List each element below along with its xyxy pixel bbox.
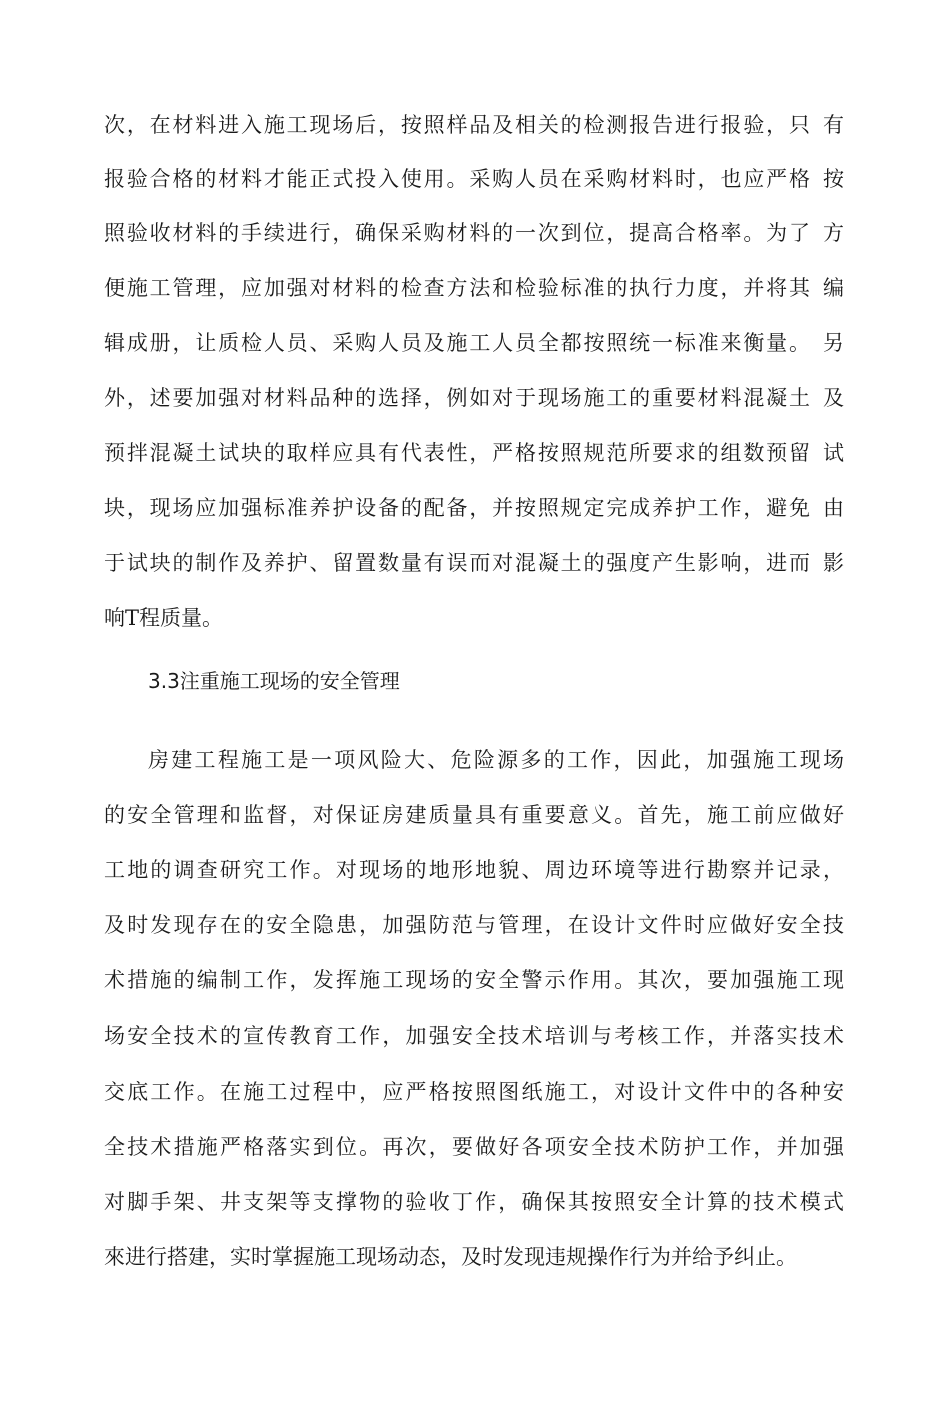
edge-char: 编 (823, 276, 844, 300)
text-line: 对脚手架、井支架等支撑物的验收丁作，确保其按照安全计算的技术模式 (104, 1190, 844, 1214)
edge-char: 方 (823, 221, 844, 245)
text-line: 來进行搭建，实时掌握施工现场动态，及时发现违规操作行为并给予纠止。 (104, 1245, 797, 1269)
edge-char: 按 (823, 167, 844, 191)
edge-char: 由 (823, 496, 844, 520)
edge-char: 及 (823, 386, 844, 410)
text-line: 房建工程施工是一项风险大、危险源多的工作，因此，加强施工现场 (148, 748, 844, 772)
text-line: 辑成册，让质检人员、采购人员及施工人员全都按照统一标准来衡量。 (104, 331, 810, 355)
text-line: 工地的调查研究工作。对现场的地形地貌、周边环境等进行勘察并记录， (104, 858, 844, 882)
text-line: 的安全管理和监督，对保证房建质量具有重要意义。首先，施工前应做好 (104, 803, 844, 827)
text-line: 及时发现存在的安全隐患，加强防范与管理，在设计文件时应做好安全技 (104, 913, 844, 937)
section-heading: 3.3注重施工现场的安全管理 (148, 669, 400, 693)
text-line: 全技术措施严格落实到位。再次，要做好各项安全技术防护工作，并加强 (104, 1135, 844, 1159)
text-line: 响T程质量。 (104, 606, 224, 630)
text-line: 场安全技术的宣传教育工作，加强安全技术培训与考核工作，并落实技术 (104, 1024, 844, 1048)
edge-char: 影 (823, 551, 844, 575)
text-line: 次，在材料进入施工现场后，按照样品及相关的检测报告进行报验，只 (104, 113, 810, 137)
text-line: 交底工作。在施工过程中，应严格按照图纸施工，对设计文件中的各种安 (104, 1080, 844, 1104)
text-line: 便施工管理，应加强对材料的检查方法和检验标准的执行力度，并将其 (104, 276, 810, 300)
text-line: 预拌混凝土试块的取样应具有代表性，严格按照规范所要求的组数预留 (104, 441, 810, 465)
text-line: 块，现场应加强标准养护设备的配备，并按照规定完成养护工作，避免 (104, 496, 810, 520)
edge-char: 有 (823, 113, 844, 137)
text-line: 照验收材料的手续进行，确保采购材料的一次到位，提高合格率。为了 (104, 221, 810, 245)
text-line: 报验合格的材料才能正式投入使用。采购人员在采购材料时，也应严格 (104, 167, 810, 191)
text-line: 外，述要加强对材料品种的选择，例如对于现场施工的重要材料混凝土 (104, 386, 810, 410)
edge-char: 试 (823, 441, 844, 465)
text-line: 于试块的制作及养护、留置数量有误而对混凝土的强度产生影响，进而 (104, 551, 810, 575)
text-line: 术措施的编制工作，发挥施工现场的安全警示作用。其次，要加强施工现 (104, 968, 844, 992)
edge-char: 另 (823, 331, 844, 355)
